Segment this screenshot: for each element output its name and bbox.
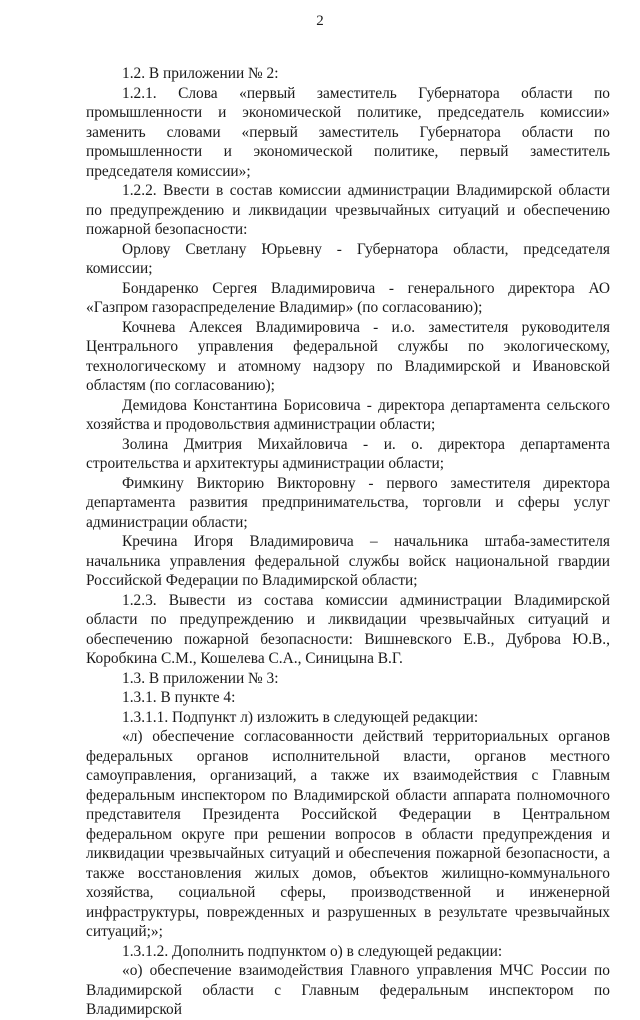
member-demidov: Демидова Константина Борисовича - директора департамента сельского хозяйства и продовольствия администрации области; (86, 396, 610, 433)
paragraph-1-2-3: 1.2.3. Вывести из состава комиссии администрации Владимирской области по предупреждению и ликвидации чрезвычайных ситуаций и обеспечению пожарной безопасности: Вишневского Е.В., Дуброва Ю.В., Коробкина С.М., Кошелева С.А., Синицына В.Г. (86, 591, 610, 667)
document-body (86, 64, 610, 1020)
member-zolin: Золина Дмитрия Михайловича - и. о. директора департамента строительства и архитектуры администрации области; (86, 435, 610, 472)
member-kochnev: Кочнева Алексея Владимировича - и.о. заместителя руководителя Центрального управления федеральной службы по экологическому, технологическому и атомному надзору по Владимирской и Ивановской областям (по согласованию); (86, 318, 610, 394)
paragraph-1-3-1: 1.3.1. В пункте 4: (122, 689, 236, 706)
paragraph-1-2-1: 1.2.1. Слова «первый заместитель Губернатора области по промышленности и экономической политике, председатель комиссии» заменить словами «первый заместитель Губернатора области по промышленности и экономической политике, первый заместитель председателя комиссии»; (86, 84, 610, 180)
subpoint-o: «о) обеспечение взаимодействия Главного управления МЧС России по Владимирской области с Главным федеральным инспектором по Владимирской (86, 962, 610, 1018)
member-krechin: Кречина Игоря Владимировича – начальника штаба-заместителя начальника управления федеральной службы войск национальной гвардии Российской Федерации по Владимирской области; (86, 533, 610, 589)
subpoint-l: «л) обеспечение согласованности действий территориальных органов федеральных органов исполнительной власти, органов местного самоуправления, организаций, а также их взаимодействия с Главным федеральным инспектором по Владимирской области аппарата полномочного представителя Президента Российской Федерации в Центральном федеральном округе при решении вопросов в области предупреждения и ликвидации чрезвычайных ситуаций и обеспечения пожарной безопасности, а также восстановления жилых домов, объектов жилищно-коммунального хозяйства, социальной сферы, производственной и инженерной инфраструктуры, поврежденных и разрушенных в результате чрезвычайных ситуаций;»; (86, 728, 610, 940)
paragraph-1-3: 1.3. В приложении № 3: (122, 669, 279, 687)
member-fimkina: Фимкину Викторию Викторовну - первого заместителя директора департамента развития предпринимательства, торговли и сферы услуг администрации области; (86, 474, 610, 531)
member-bondarenko: Бондаренко Сергея Владимировича - генерального директора АО «Газпром газораспределение Владимир» (по согласованию); (86, 279, 610, 316)
paragraph-1-3-1-2: 1.3.1.2. Дополнить подпунктом о) в следующей редакции: (122, 942, 503, 960)
member-orlova: Орлову Светлану Юрьевну - Губернатора области, председателя комиссии; (86, 240, 610, 277)
paragraph-1-2: 1.2. В приложении № 2: (122, 65, 279, 82)
page-number: 2 (316, 13, 324, 29)
paragraph-1-3-1-1: 1.3.1.1. Подпункт л) изложить в следующей редакции: (122, 708, 479, 726)
paragraph-1-2-2: 1.2.2. Ввести в состав комиссии администрации Владимирской области по предупреждению и ликвидации чрезвычайных ситуаций и обеспечению пожарной безопасности: (86, 182, 610, 238)
